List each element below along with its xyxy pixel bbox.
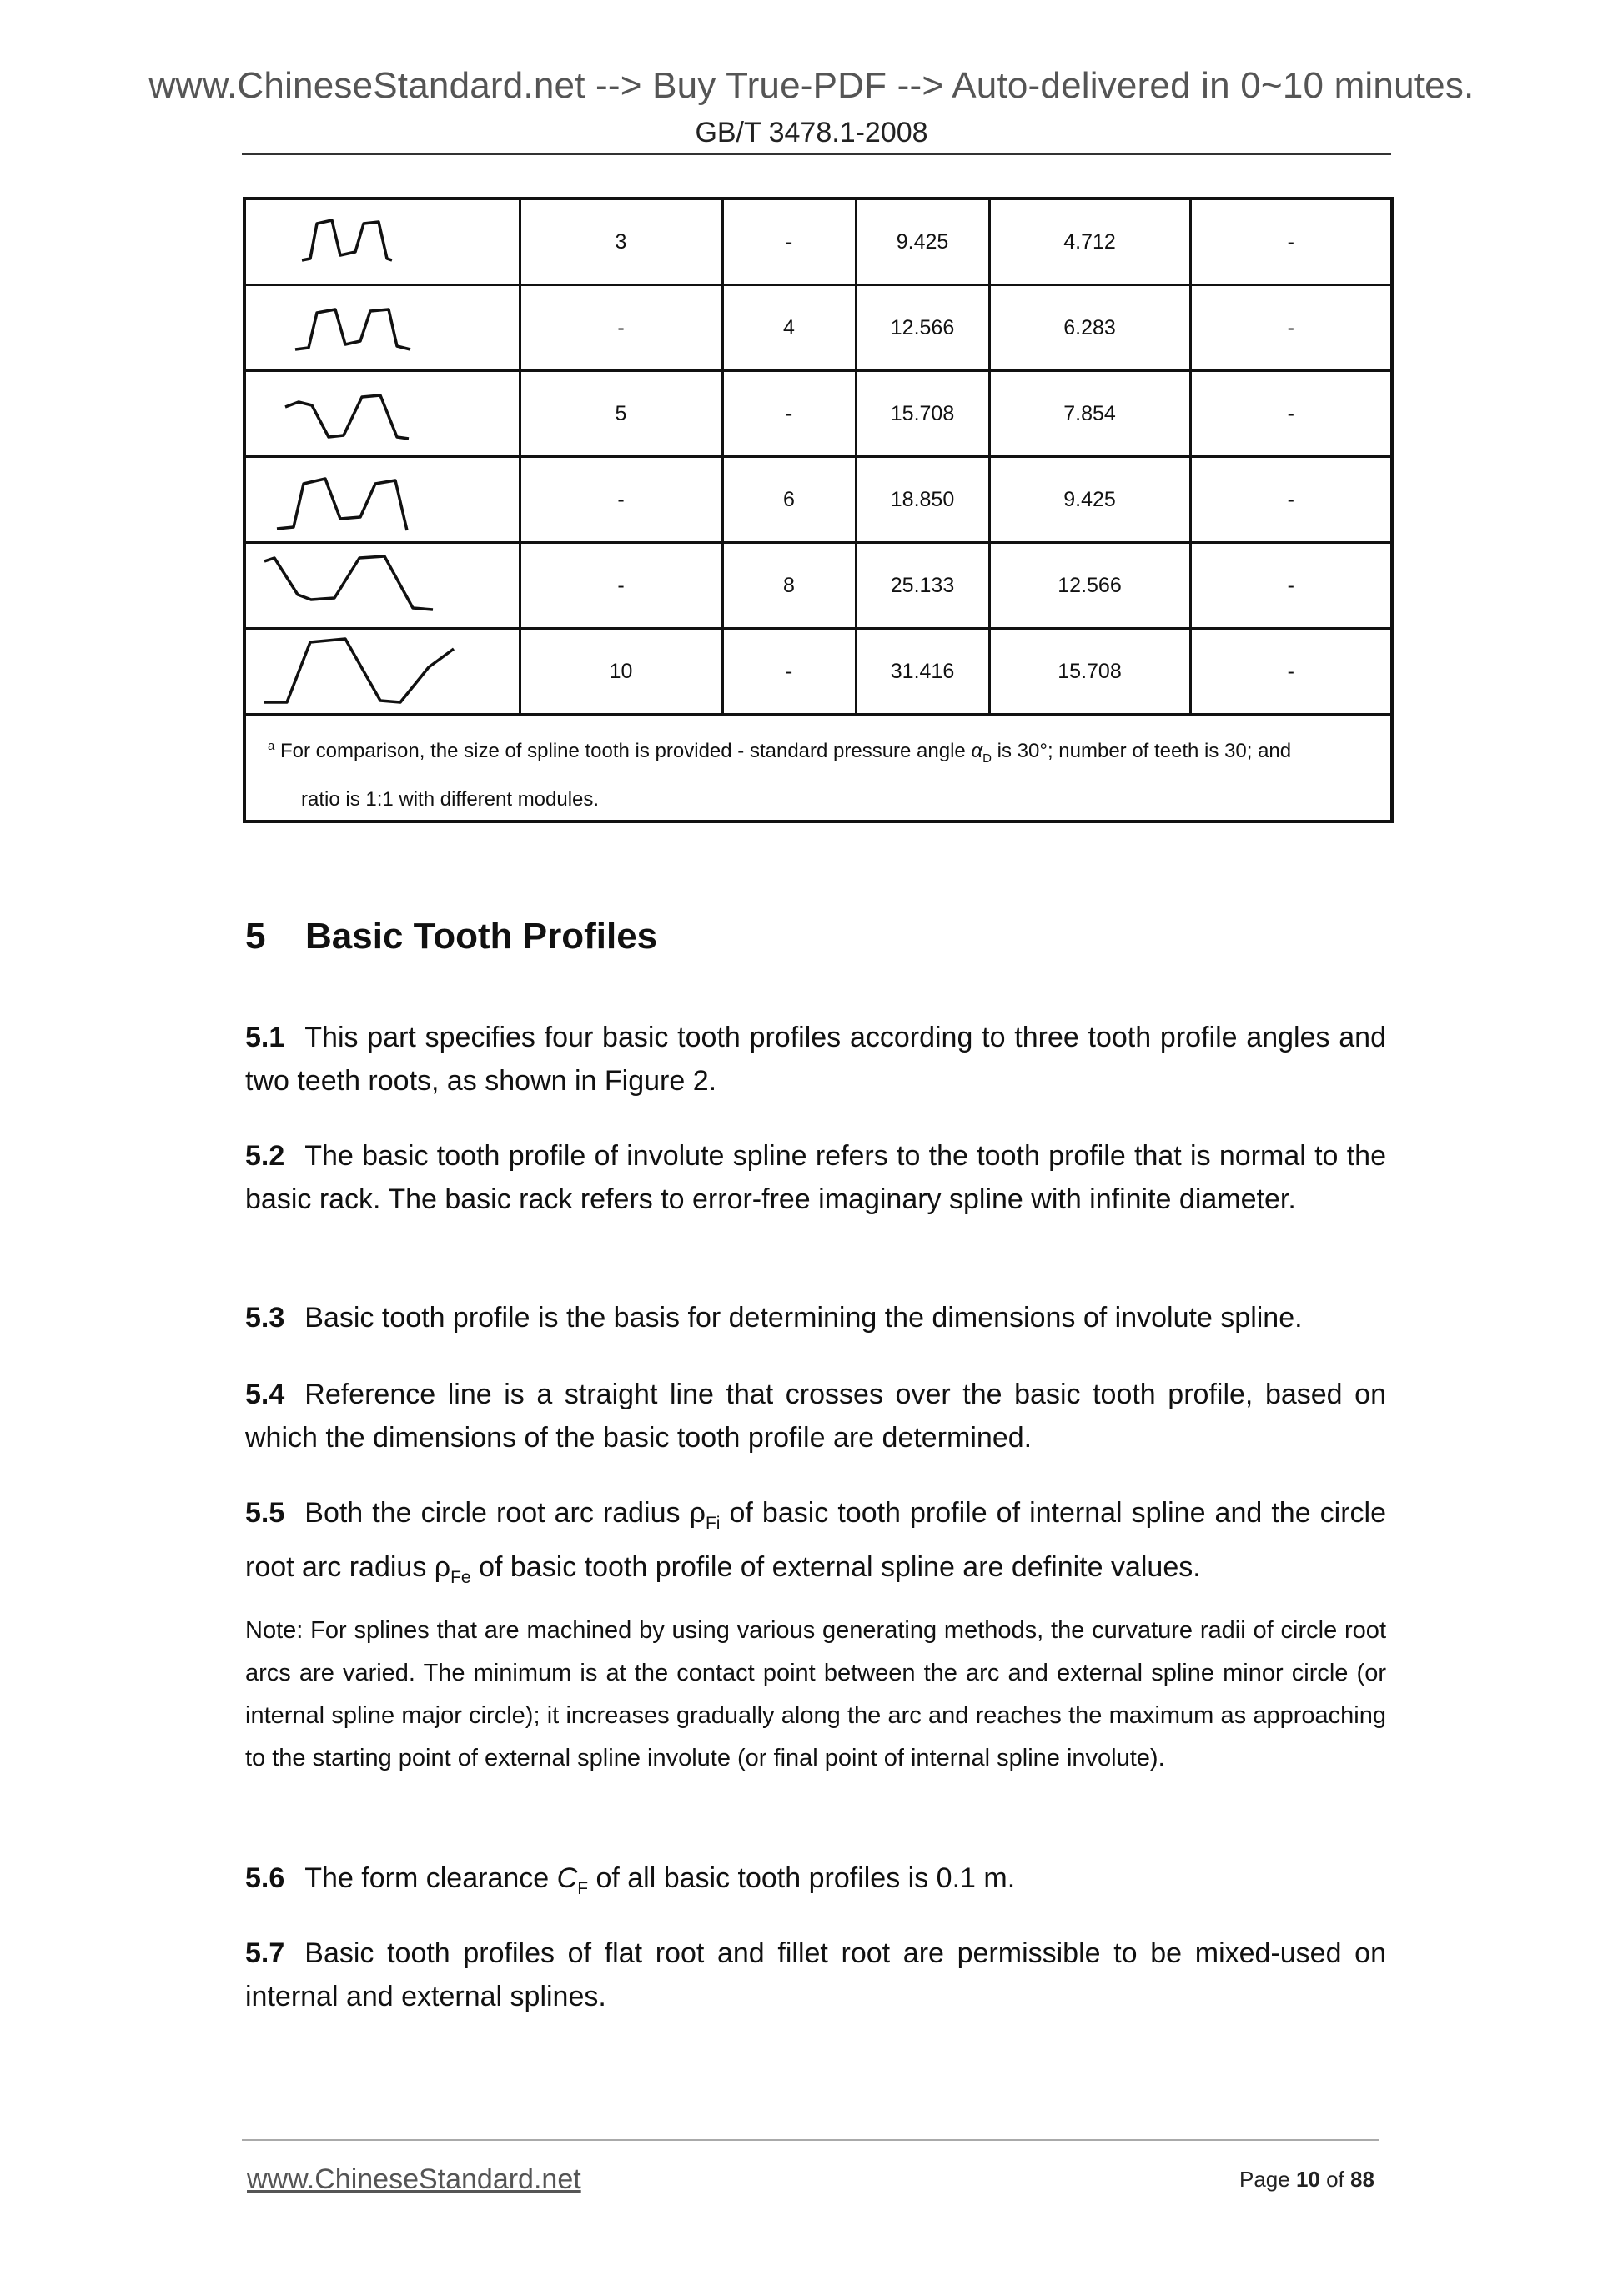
table-cell: 25.133 bbox=[856, 543, 989, 629]
footnote-marker: a bbox=[268, 739, 275, 753]
footnote-text: is 30°; number of teeth is 30; and bbox=[991, 740, 1292, 762]
table-row bbox=[244, 371, 1392, 457]
table-cell: - bbox=[1190, 198, 1392, 285]
header-divider bbox=[242, 153, 1391, 155]
table-row bbox=[244, 543, 1392, 629]
clause-note: Note: For splines that are machined by using various generating methods, the curvature radii of circle root arcs are varied. The minimum is at the contact point between the arc and external spline minor circle (or internal spline major circle); it increases gradually along the arc and reaches the maximum as approaching to the starting point of external spline involute (or final point of internal spline involute). bbox=[245, 1617, 1386, 1771]
clause-text: The basic tooth profile of involute spline refers to the tooth profile that is normal to the basic rack. The basic rack refers to error-free imaginary spline with infinite diameter. bbox=[245, 1140, 1386, 1215]
clause-number: 5.5 bbox=[245, 1497, 285, 1529]
table-cell: 15.708 bbox=[989, 629, 1190, 715]
footer-site-link[interactable]: www.ChineseStandard.net bbox=[247, 2163, 581, 2195]
tooth-profile-cell bbox=[244, 198, 520, 285]
spline-tooth-table bbox=[243, 197, 1394, 823]
clause-5-2 bbox=[245, 1134, 1386, 1221]
table-cell: - bbox=[520, 457, 722, 543]
section-heading bbox=[245, 916, 657, 957]
table-cell: 4 bbox=[722, 285, 856, 371]
page-of: of bbox=[1319, 2167, 1351, 2192]
table-cell: 18.850 bbox=[856, 457, 989, 543]
tooth-profile-cell bbox=[244, 543, 520, 629]
table-cell: 31.416 bbox=[856, 629, 989, 715]
table-cell: 10 bbox=[520, 629, 722, 715]
table-cell: - bbox=[1190, 629, 1392, 715]
clause-text: Basic tooth profiles of flat root and fillet root are permissible to be mixed-used on internal and external splines. bbox=[245, 1937, 1386, 2012]
table-row bbox=[244, 457, 1392, 543]
clearance-symbol: C bbox=[556, 1862, 578, 1894]
clause-5-1 bbox=[245, 1016, 1386, 1103]
section-title: Basic Tooth Profiles bbox=[305, 916, 658, 957]
tooth-profile-cell bbox=[244, 371, 520, 457]
header-banner: www.ChineseStandard.net --> Buy True-PDF --> Auto-delivered in 0~10 minutes. bbox=[148, 65, 1475, 106]
table-cell: 9.425 bbox=[989, 457, 1190, 543]
trapezoid-tooth-profile-icon bbox=[261, 548, 503, 623]
footnote-text: ratio is 1:1 with different modules. bbox=[301, 787, 600, 811]
page-number bbox=[1239, 2167, 1374, 2193]
table-cell: 6 bbox=[722, 457, 856, 543]
table-cell: 7.854 bbox=[989, 371, 1190, 457]
table-cell: - bbox=[1190, 457, 1392, 543]
rho-symbol: ρ bbox=[689, 1497, 706, 1529]
footnote-text: For comparison, the size of spline tooth is provided - standard pressure angle bbox=[280, 740, 972, 762]
clause-5-5 bbox=[245, 1491, 1386, 1600]
clause-text: of all basic tooth profiles is 0.1 m. bbox=[588, 1862, 1016, 1894]
clause-text: of basic tooth profile of external spline are definite values. bbox=[470, 1550, 1201, 1583]
page-prefix: Page bbox=[1239, 2167, 1296, 2192]
table-cell: 6.283 bbox=[989, 285, 1190, 371]
table-cell: - bbox=[722, 198, 856, 285]
table-row bbox=[244, 198, 1392, 285]
footer-divider bbox=[242, 2139, 1379, 2141]
trapezoid-tooth-profile-icon bbox=[290, 294, 474, 361]
page-current: 10 bbox=[1295, 2167, 1320, 2192]
clause-5-6 bbox=[245, 1856, 1386, 1911]
table-cell: 4.712 bbox=[989, 198, 1190, 285]
trapezoid-tooth-profile-icon bbox=[274, 464, 490, 535]
clause-5-7 bbox=[245, 1932, 1386, 2018]
clause-5-3 bbox=[245, 1296, 1386, 1339]
table-cell: 12.566 bbox=[856, 285, 989, 371]
clause-text: Reference line is a straight line that crosses over the basic tooth profile, based on which the dimensions of the basic tooth profile are determined. bbox=[245, 1379, 1386, 1454]
table-footnote bbox=[244, 715, 1392, 821]
table-cell: - bbox=[1190, 285, 1392, 371]
table-footnote-row bbox=[244, 715, 1392, 821]
clause-number: 5.7 bbox=[245, 1937, 285, 1969]
pressure-angle-symbol: α bbox=[971, 740, 983, 762]
clause-number: 5.4 bbox=[245, 1379, 285, 1410]
clause-5-4 bbox=[245, 1373, 1386, 1459]
pressure-angle-subscript: D bbox=[982, 751, 992, 766]
table-cell: 5 bbox=[520, 371, 722, 457]
trapezoid-tooth-profile-icon bbox=[282, 379, 482, 449]
tooth-profile-cell bbox=[244, 457, 520, 543]
table-cell: - bbox=[520, 543, 722, 629]
rho-subscript: Fe bbox=[450, 1567, 471, 1587]
clause-number: 5.1 bbox=[245, 1022, 285, 1053]
clause-text: This part specifies four basic tooth profiles according to three tooth profile angles and two teeth roots, as shown in Figure 2. bbox=[245, 1022, 1386, 1097]
tooth-profile-cell bbox=[244, 629, 520, 715]
table-cell: - bbox=[520, 285, 722, 371]
table-cell: 3 bbox=[520, 198, 722, 285]
page-total: 88 bbox=[1350, 2167, 1374, 2192]
table-cell: - bbox=[1190, 371, 1392, 457]
table-cell: 15.708 bbox=[856, 371, 989, 457]
trapezoid-tooth-profile-icon bbox=[299, 208, 465, 275]
standard-number: GB/T 3478.1-2008 bbox=[695, 117, 928, 148]
table-cell: 8 bbox=[722, 543, 856, 629]
table-cell: - bbox=[722, 371, 856, 457]
table-cell: - bbox=[1190, 543, 1392, 629]
table-row bbox=[244, 629, 1392, 715]
clause-number: 5.3 bbox=[245, 1302, 285, 1334]
clause-text: The form clearance bbox=[304, 1862, 557, 1894]
table-row bbox=[244, 285, 1392, 371]
table-cell: 9.425 bbox=[856, 198, 989, 285]
clause-text: Basic tooth profile is the basis for determining the dimensions of involute spline. bbox=[304, 1302, 1303, 1334]
clause-text: of basic tooth profile of internal spline and the circle root arc radius bbox=[245, 1497, 1386, 1583]
table-cell: - bbox=[722, 629, 856, 715]
table-cell: 12.566 bbox=[989, 543, 1190, 629]
tooth-profile-cell bbox=[244, 285, 520, 371]
clause-text: Both the circle root arc radius bbox=[304, 1497, 690, 1529]
clearance-subscript: F bbox=[577, 1878, 589, 1898]
clause-number: 5.6 bbox=[245, 1862, 285, 1894]
rho-symbol: ρ bbox=[434, 1550, 451, 1583]
rho-subscript: Fi bbox=[705, 1513, 721, 1533]
clause-number: 5.2 bbox=[245, 1140, 285, 1172]
trapezoid-tooth-profile-icon bbox=[257, 632, 507, 711]
section-number: 5 bbox=[245, 916, 266, 957]
